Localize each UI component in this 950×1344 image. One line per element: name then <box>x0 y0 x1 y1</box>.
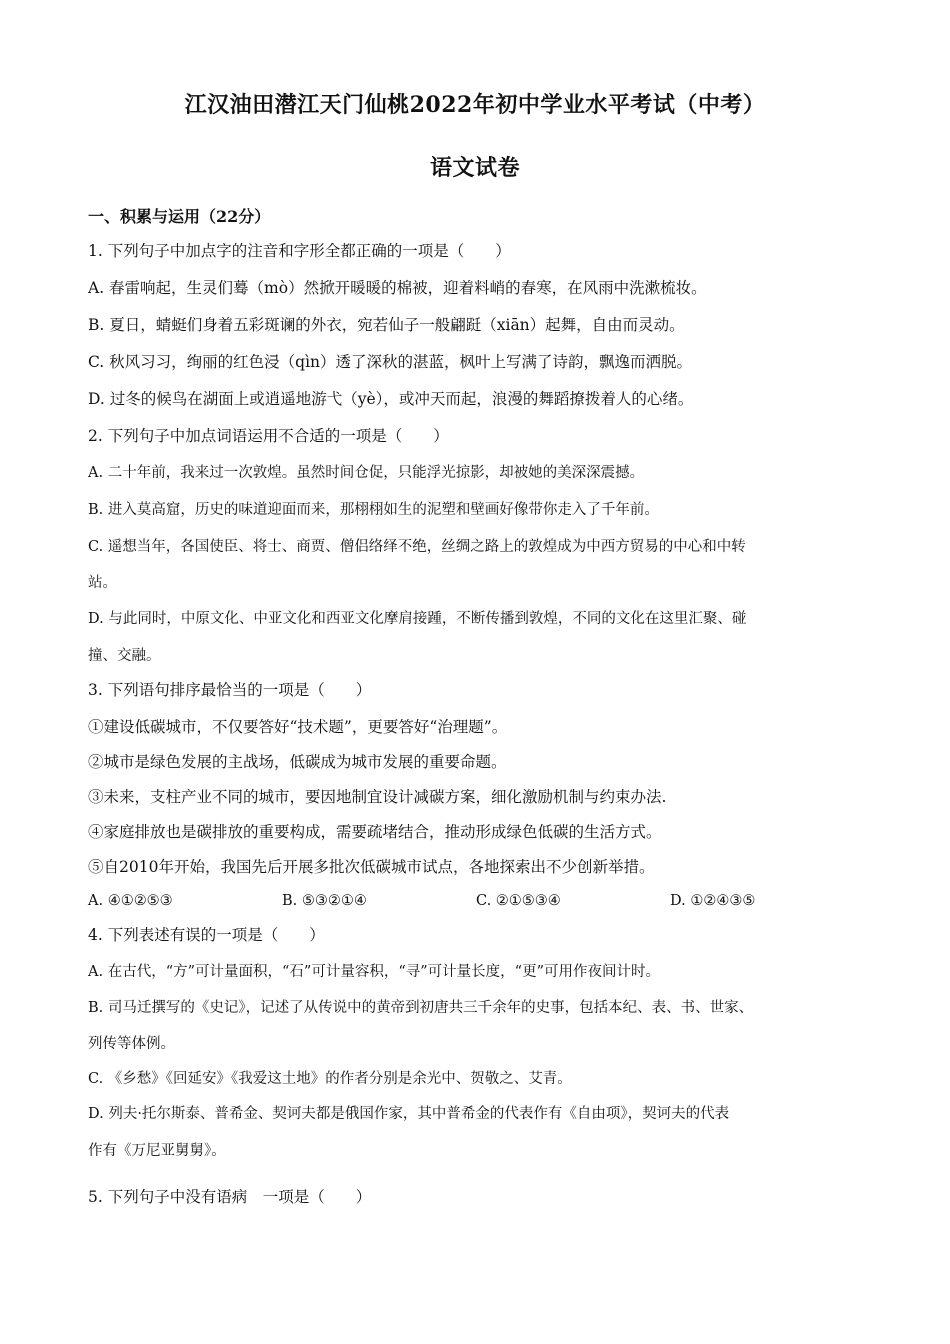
question-2-option-d-cont: 撞、交融。 <box>88 648 161 664</box>
question-4-stem: 4. 下列表述有误的一项是（ ） <box>88 926 325 944</box>
question-1-option-b: B. 夏日，蜻蜓们身着五彩斑谰的外衣，宛若仙子一般翩跹（xiān）起舞，自由而灵动。 <box>88 316 685 334</box>
exam-subtitle: 语文试卷 <box>429 155 520 181</box>
emphasis-dotted-text: 全都正确 <box>324 242 387 260</box>
sentence-1: ①建设低碳城市，不仅要答好“技术题”，更要答好“治理题”。 <box>88 718 508 736</box>
question-2-option-d: D. 与此同时，中原文化、中亚文化和西亚文化摩肩接踵，不断传播到敦煌，不同的文化在这里汇聚、碰 <box>88 611 747 627</box>
question-3-option-a: A. ④①②⑤③ <box>88 893 173 909</box>
emphasis-dotted-text: 不合适 <box>278 427 325 445</box>
question-3-option-c: C. ②①⑤③④ <box>476 893 561 909</box>
question-4-option-a: A. 在古代，“方”可计量面积，“石”可计量容积，“寻”可计量长度，“更”可用作夜间计时。 <box>88 964 660 980</box>
question-4-option-b-cont: 列传等体例。 <box>88 1036 175 1052</box>
sentence-5: ⑤自2010年开始，我国先后开展多批次低碳城市试点，各地探索出不少创新举措。 <box>88 858 655 876</box>
exam-title: 江汉油田潜江天门仙桃2022年初中学业水平考试（中考） <box>184 92 766 118</box>
question-2-option-c-cont: 站。 <box>88 575 117 591</box>
question-3-option-b: B. ⑤③②①④ <box>282 893 367 909</box>
question-2-option-c: C. 遥想当年，各国使臣、将士、商贾、僧侣络绎不绝，丝绸之路上的敦煌成为中西方贸易的中心和中转 <box>88 539 746 555</box>
question-1-stem: 1. 下列句子中加点字的注音和字形全都正确的一项是（ ） <box>88 242 511 260</box>
emphasis-dotted-text: 最恰当 <box>200 681 248 699</box>
question-3-stem: 3. 下列语句排序最恰当的一项是（ ） <box>88 681 372 699</box>
emphasis-dotted-text: 有误 <box>169 926 201 944</box>
emphasis-dotted-text: 没有语病 <box>185 1188 248 1206</box>
question-3-option-d: D. ①②④③⑤ <box>670 893 756 909</box>
question-4-option-c: C. 《乡愁》《回延安》《我爱这土地》的作者分别是余光中、贺敬之、艾青。 <box>88 1071 572 1087</box>
question-5-stem: 5. 下列句子中没有语病 一项是（ ） <box>88 1188 372 1206</box>
question-4-option-b: B. 司马迁撰写的《史记》，记述了从传说中的黄帝到初唐共三千余年的史事，包括本纪、表、书、世家、 <box>88 1000 754 1016</box>
question-1-option-d: D. 过冬的候鸟在湖面上或逍遥地游弋（yè），或冲天而起，浪漫的舞蹈撩拨着人的心绪。 <box>88 390 694 408</box>
sentence-3: ③未来，支柱产业不同的城市，要因地制宜设计减碳方案，细化激励机制与约束办法. <box>88 788 667 806</box>
question-4-option-d-cont: 作有《万尼亚舅舅》。 <box>88 1143 226 1159</box>
question-1-option-a: A. 春雷响起，生灵们蓦（mò）然掀开暖暖的棉被，迎着料峭的春寒，在风雨中洗漱梳妆。 <box>88 279 707 297</box>
section-heading: 一、积累与运用（22分） <box>88 207 271 226</box>
sentence-2: ②城市是绿色发展的主战场，低碳成为城市发展的重要命题。 <box>88 753 507 771</box>
sentence-4: ④家庭排放也是碳排放的重要构成，需要疏堵结合，推动形成绿色低碳的生活方式。 <box>88 823 662 841</box>
question-4-option-d: D. 列夫·托尔斯泰、普希金、契诃夫都是俄国作家，其中普希金的代表作有《自由项》，契诃夫的代表 <box>88 1106 730 1122</box>
question-2-option-b: B. 进入莫高窟，历史的味道迎面而来，那栩栩如生的泥塑和壁画好像带你走入了千年前。 <box>88 502 659 518</box>
question-1-option-c: C. 秋风习习，绚丽的红色浸（qìn）透了深秋的湛蓝，枫叶上写满了诗韵，飘逸而洒脱。 <box>88 353 693 371</box>
question-2-option-a: A. 二十年前，我来过一次敦煌。虽然时间仓促，只能浮光掠影，却被她的美深深震撼。 <box>88 465 645 481</box>
question-2-stem: 2. 下列句子中加点词语运用不合适的一项是（ ） <box>88 427 449 445</box>
